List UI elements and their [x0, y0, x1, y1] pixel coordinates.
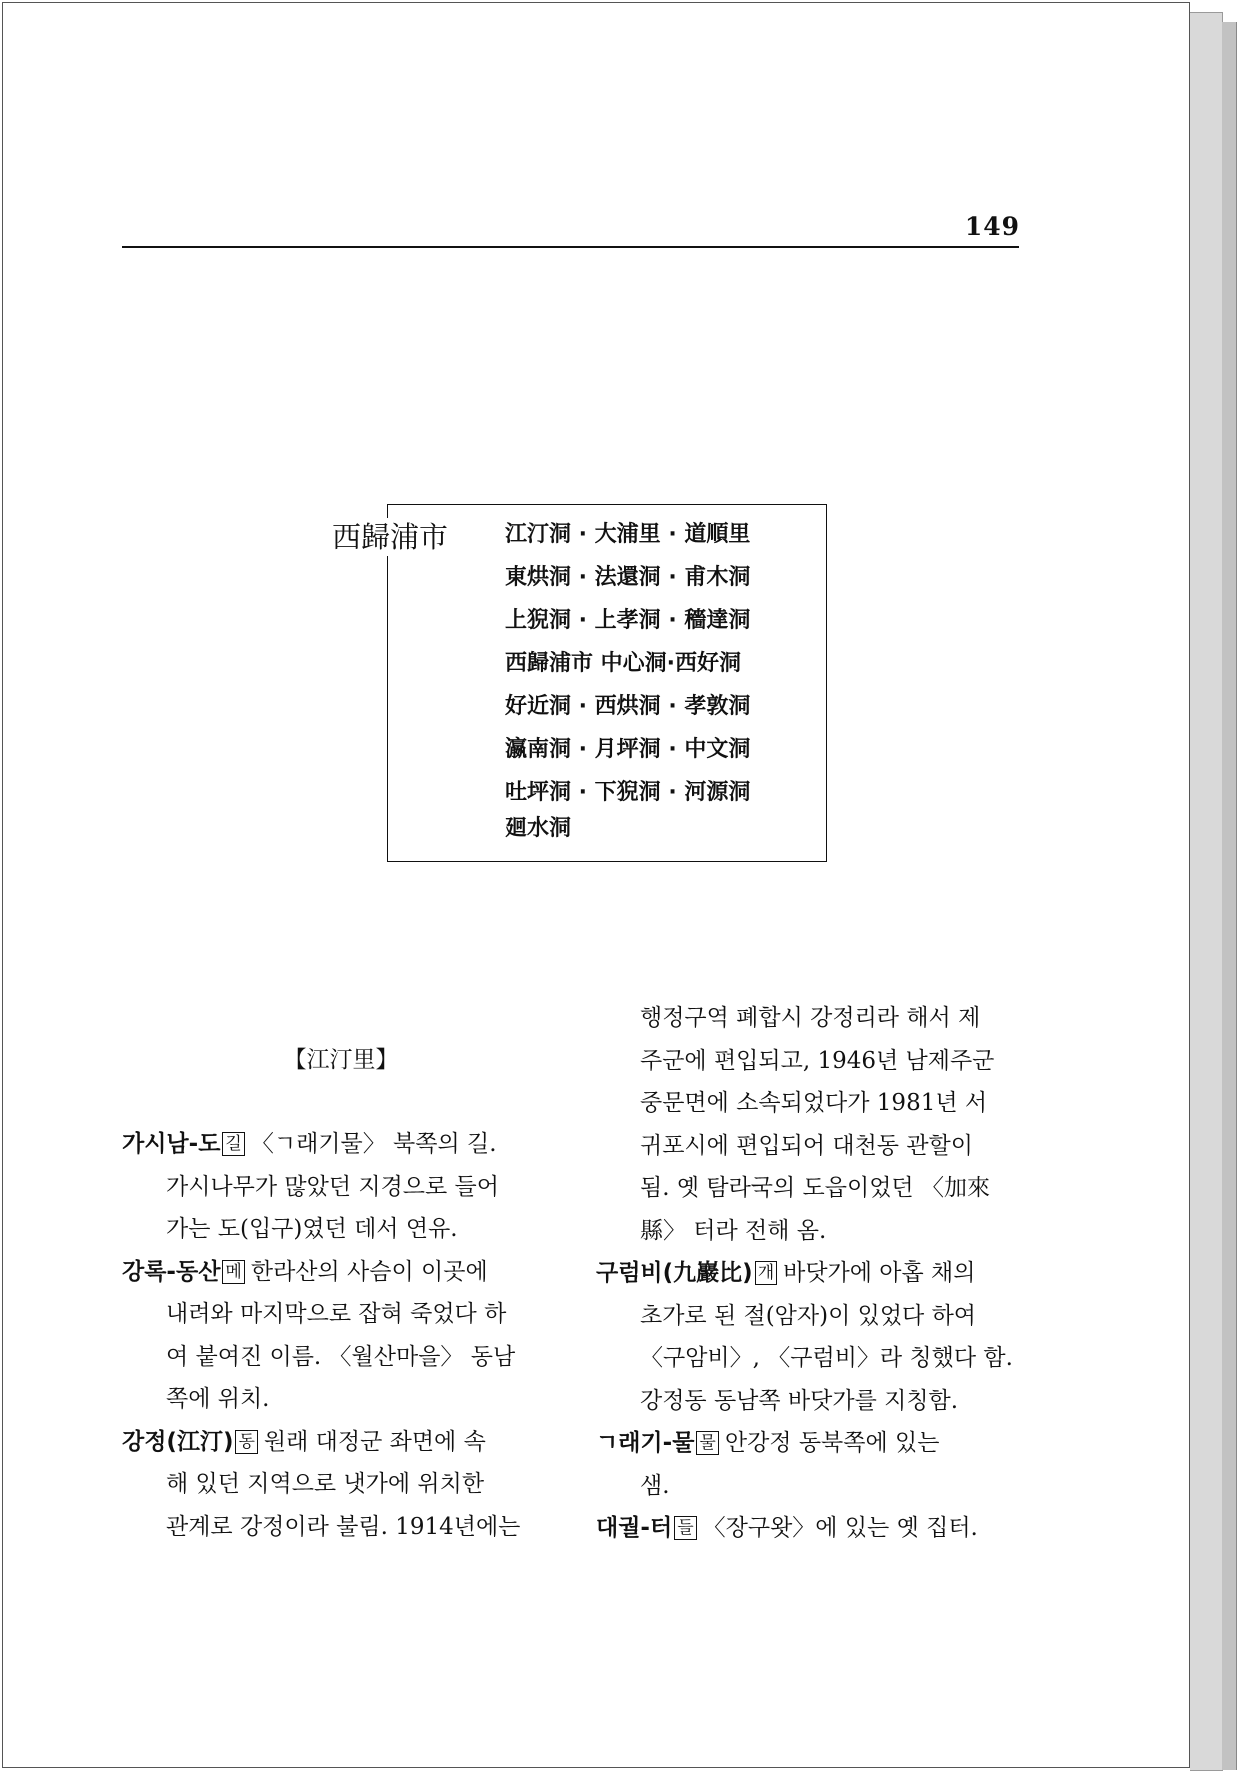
entry-text: 관계로 강정이라 불림. 1914년에는	[166, 1513, 521, 1540]
entry	[596, 1252, 1016, 1422]
left-column	[122, 1123, 542, 1548]
entry-text: 됨. 옛 탐라국의 도읍이었던 〈加來	[640, 1175, 990, 1201]
entry-headword: ㄱ래기-물	[596, 1430, 695, 1456]
entry-type-badge: 들	[674, 1516, 696, 1540]
entry-text: 縣〉 터라 전해 옴.	[640, 1217, 827, 1244]
entry-text: 여 붙여진 이름. 〈월산마을〉 동남	[166, 1343, 516, 1370]
page-edge-shadow-outer	[1222, 22, 1237, 1770]
entry	[596, 1422, 1016, 1507]
entry	[122, 1421, 542, 1549]
entry-text: 귀포시에 편입되어 대천동 관할이	[640, 1132, 973, 1159]
entry-text: 주군에 편입되고, 1946년 남제주군	[640, 1047, 995, 1074]
entry-text: 중문면에 소속되었다가 1981년 서	[640, 1090, 988, 1116]
entry-text: 〈구암비〉, 〈구럼비〉라 칭했다 함.	[640, 1345, 1013, 1371]
entry-first-line	[122, 1421, 542, 1464]
entry-type-badge: 동	[235, 1430, 257, 1454]
entry-text: 샘.	[640, 1472, 670, 1499]
entry-text: 한라산의 사슴이 이곳에	[250, 1258, 488, 1285]
entry-text: 해 있던 지역으로 냇가에 위치한	[166, 1471, 485, 1497]
district-line: 東烘洞 · 法還洞 · 甫木洞	[505, 565, 751, 590]
entry-first-line	[122, 1123, 542, 1166]
entry-type-badge: 개	[755, 1261, 777, 1285]
entry-text: 강정동 동남쪽 바닷가를 지칭함.	[640, 1387, 959, 1414]
district-list	[505, 520, 825, 850]
entry-first-line	[596, 1252, 1016, 1295]
header-rule	[122, 246, 1019, 248]
entry-type-badge: 메	[222, 1260, 244, 1284]
entry-text: 바닷가에 아홉 채의	[783, 1260, 976, 1286]
entry-headword: 가시남-도	[122, 1131, 221, 1157]
entry	[596, 1507, 1016, 1550]
entry-text: 행정구역 폐합시 강정리라 해서 제	[640, 1005, 981, 1031]
entry-text: 내려와 마지막으로 잡혀 죽었다 하	[166, 1301, 507, 1327]
entry-type-badge: 길	[222, 1132, 244, 1156]
entry-text: 쪽에 위치.	[166, 1386, 270, 1412]
entry	[122, 1251, 542, 1421]
entry-headword: 강록-동산	[122, 1258, 221, 1285]
right-column	[596, 997, 1016, 1550]
district-line: 上猊洞 · 上孝洞 · 穡達洞	[505, 608, 751, 633]
entry-headword: 강정(江汀)	[122, 1428, 234, 1455]
entry-text: 가는 도(입구)였던 데서 연유.	[166, 1216, 458, 1242]
entry-continuation	[596, 997, 1016, 1252]
page-number: 149	[964, 212, 1020, 241]
district-line: 廻水洞	[505, 816, 572, 841]
page-edge-shadow	[1190, 12, 1223, 1771]
entry-headword: 대궐-터	[596, 1515, 673, 1541]
entry-text: 가시나무가 많았던 지경으로 들어	[166, 1173, 499, 1200]
entry-first-line	[122, 1251, 542, 1294]
entry-text: 안강정 동북쪽에 있는	[724, 1430, 940, 1456]
entry	[122, 1123, 542, 1251]
section-heading: 【江汀里】	[283, 1047, 399, 1073]
district-line: 西歸浦市 中心洞·西好洞	[505, 651, 742, 676]
entry-text: 〈ㄱ래기물〉 북쪽의 길.	[250, 1131, 497, 1157]
district-box-label: 西歸浦市	[328, 518, 452, 556]
entry-type-badge: 물	[696, 1431, 718, 1455]
entry-first-line	[596, 1422, 1016, 1465]
district-line: 好近洞 · 西烘洞 · 孝敦洞	[505, 694, 751, 719]
entry-text: 〈장구왓〉에 있는 옛 집터.	[702, 1515, 978, 1541]
district-line: 吐坪洞 · 下猊洞 · 河源洞	[505, 780, 751, 805]
district-line: 瀛南洞 · 月坪洞 · 中文洞	[505, 737, 751, 762]
entry-text: 원래 대정군 좌면에 속	[263, 1428, 486, 1455]
district-line: 江汀洞 · 大浦里 · 道順里	[505, 522, 751, 547]
entry-first-line	[596, 1507, 1016, 1550]
entry-text: 초가로 된 절(암자)이 있었다 하여	[640, 1302, 977, 1329]
entry-headword: 구럼비(九巖比)	[596, 1260, 753, 1286]
